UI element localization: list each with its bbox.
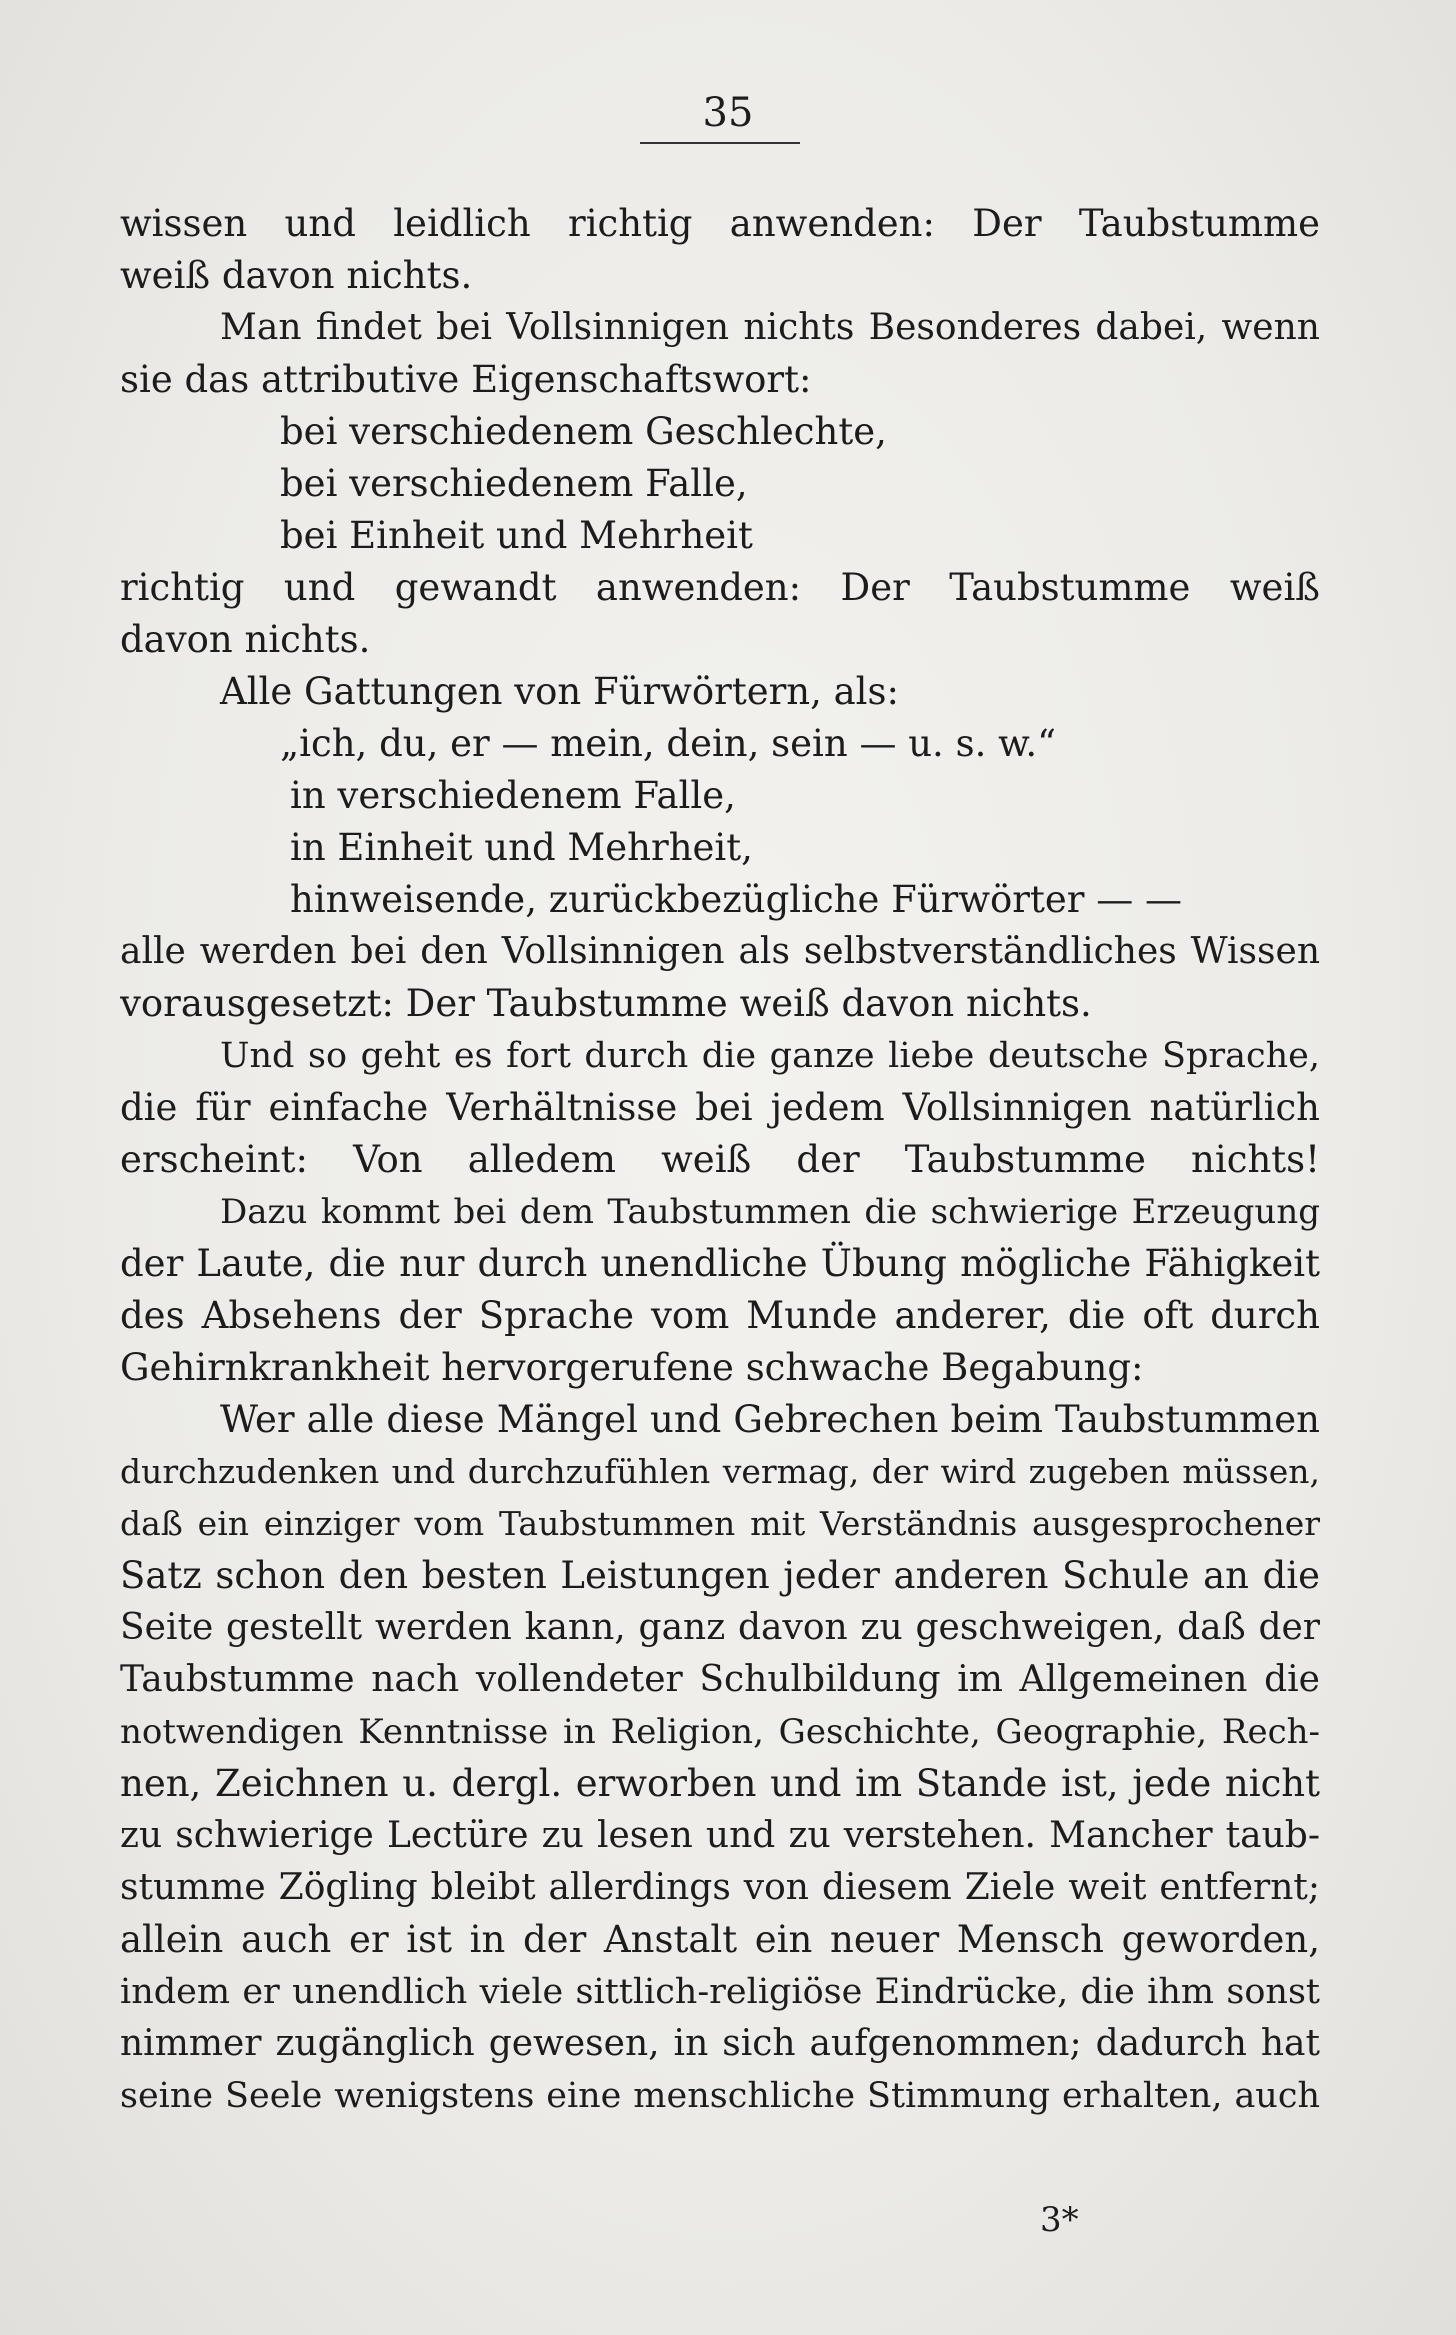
text-line: bei verschiedenem Falle,: [280, 462, 748, 505]
text-line: weiß davon nichts.: [120, 254, 473, 297]
text-line: in Einheit und Mehrheit,: [290, 826, 753, 869]
text-line: bei Einheit und Mehrheit: [280, 514, 753, 557]
text-line: vorausgesetzt: Der Taubstumme weiß davon nichts.: [120, 982, 1092, 1025]
text-line: Alle Gattungen von Fürwörtern, als:: [220, 670, 899, 713]
text-line: daß ein einziger vom Taubstummen mit Verständnis ausgesprochener: [120, 1504, 1320, 1543]
text-line: stumme Zögling bleibt allerdings von diesem Ziele weit entfernt;: [120, 1867, 1320, 1908]
text-line: nen, Zeichnen u. dergl. erworben und im Stande ist, jede nicht: [120, 1762, 1320, 1805]
text-line: notwendigen Kenntnisse in Religion, Geschichte, Geographie, Rech-: [120, 1712, 1320, 1752]
text-line: durchzudenken und durchzufühlen vermag, der wird zugeben müssen,: [120, 1452, 1320, 1491]
text-line: die für einfache Verhältnisse bei jedem Vollsinnigen natürlich: [120, 1086, 1320, 1129]
text-line: des Absehens der Sprache vom Munde anderer, die oft durch: [120, 1294, 1320, 1337]
text-line: Taubstumme nach vollendeter Schulbildung im Allgemeinen die: [120, 1659, 1320, 1700]
text-line: der Laute, die nur durch unendliche Übung mögliche Fähigkeit: [120, 1242, 1320, 1285]
text-line: davon nichts.: [120, 618, 371, 661]
text-line: „ich, du, er — mein, dein, sein — u. s. w.“: [280, 722, 1057, 765]
text-line: Dazu kommt bei dem Taubstummen die schwierige Erzeugung: [220, 1192, 1320, 1232]
text-line: erscheint: Von alledem weiß der Taubstumme nichts!: [120, 1138, 1320, 1181]
text-line: alle werden bei den Vollsinnigen als selbstverständliches Wissen: [120, 931, 1320, 972]
page-number: 35: [702, 90, 754, 136]
text-line: Gehirnkrankheit hervorgerufene schwache Begabung:: [120, 1346, 1144, 1389]
signature-mark: 3*: [1040, 2200, 1079, 2240]
text-line: seine Seele wenigstens eine menschliche Stimmung erhalten, auch: [120, 2076, 1320, 2116]
text-line: Und so geht es fort durch die ganze liebe deutsche Sprache,: [220, 1036, 1320, 1076]
text-line: indem er unendlich viele sittlich-religiöse Eindrücke, die ihm sonst: [120, 1972, 1320, 2012]
text-line: sie das attributive Eigenschaftswort:: [120, 358, 812, 401]
text-line: wissen und leidlich richtig anwenden: Der Taubstumme: [120, 202, 1320, 245]
text-line: richtig und gewandt anwenden: Der Taubstumme weiß: [120, 566, 1320, 609]
text-line: hinweisende, zurückbezügliche Fürwörter — —: [290, 878, 1182, 921]
text-line: zu schwierige Lectüre zu lesen und zu verstehen. Mancher taub-: [120, 1815, 1320, 1856]
text-line: nimmer zugänglich gewesen, in sich aufgenommen; dadurch hat: [120, 2023, 1320, 2064]
text-line: Seite gestellt werden kann, ganz davon zu geschweigen, daß der: [120, 1607, 1320, 1648]
text-line: Man findet bei Vollsinnigen nichts Besonderes dabei, wenn: [220, 307, 1320, 348]
text-line: allein auch er ist in der Anstalt ein neuer Mensch geworden,: [120, 1918, 1320, 1961]
text-line: Satz schon den besten Leistungen jeder anderen Schule an die: [120, 1554, 1320, 1597]
header-rule: [640, 142, 800, 144]
text-line: in verschiedenem Falle,: [290, 774, 736, 817]
text-line: Wer alle diese Mängel und Gebrechen beim Taubstummen: [220, 1398, 1320, 1441]
text-line: bei verschiedenem Geschlechte,: [280, 410, 887, 453]
body-text: [120, 198, 1320, 2122]
